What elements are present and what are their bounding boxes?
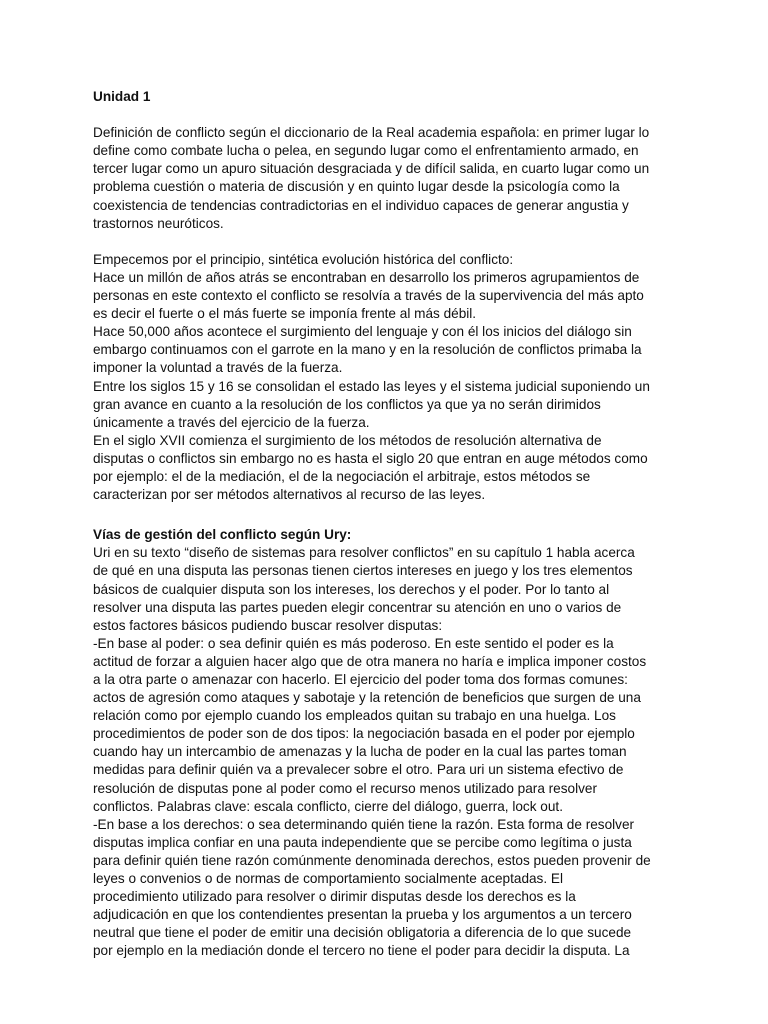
- document-page: [93, 84, 681, 961]
- paragraph-gap: [93, 504, 681, 522]
- paragraph-gap: [93, 233, 681, 251]
- paragraph-gap: [93, 106, 681, 124]
- ury-section-body: Uri en su texto “diseño de sistemas para resolver conflictos” en su capítulo 1 habla acerca de qué en una disputa las personas tienen ciertos intereses en juego y los tres elementos básicos de cualquier disputa son los intereses, los derechos y el poder. Por lo tanto al resolver una disputa las partes pueden elegir concentrar su atención en uno o varios de estos factores básicos pudiendo buscar resolver disputas: -En base al poder: o sea definir quién es más poderoso. En este sentido el poder es la actitud de forzar a alguien hacer algo que de otra manera no haría e implica imponer costos a la otra parte o amenazar con hacerlo. El ejercicio del poder toma dos formas comunes: actos de agresión como ataques y sabotaje y la retención de beneficios que surgen de una relación como por ejemplo cuando los empleados quitan su trabajo en una huelga. Los procedimientos de poder son de dos tipos: la negociación basada en el poder por ejemplo cuando hay un intercambio de amenazas y la lucha de poder en la cual las partes toman medidas para definir quién va a prevalecer sobre el otro. Para uri un sistema efectivo de resolución de disputas pone al poder como el recurso menos utilizado para resolver conflictos. Palabras clave: escala conflicto, cierre del diálogo, guerra, lock out. -En base a los derechos: o sea determinando quién tiene la razón. Esta forma de resolver disputas implica confiar en una pauta independiente que se percibe como legítima o justa para definir quién tiene razón comúnmente denominada derechos, estos pueden provenir de leyes o convenios o de normas de comportamiento socialmente aceptadas. El procedimiento utilizado para resolver o dirimir disputas desde los derechos es la adjudicación en que los contendientes presentan la prueba y los argumentos a un tercero neutral que tiene el poder de emitir una decisión obligatoria a diferencia de lo que sucede por ejemplo en la mediación donde el tercero no tiene el poder para decidir la disputa. La: [93, 545, 651, 959]
- definition-paragraph: Definición de conflicto según el diccionario de la Real academia española: en primer lugar lo define como combate lucha o pelea, en segundo lugar como el enfrentamiento armado, en tercer lugar como un apuro situación desgraciada y de difícil salida, en cuarto lugar como un problema cuestión o materia de discusión y en quinto lugar desde la psicología como la coexistencia de tendencias contradictorias en el individuo capaces de generar angustia y trastornos neuróticos.: [93, 125, 650, 231]
- unit-title: Unidad 1: [93, 89, 151, 104]
- ury-section-heading: Vías de gestión del conflicto según Ury:: [93, 527, 352, 543]
- history-paragraph: Empecemos por el principio, sintética evolución histórica del conflicto: Hace un millón de años atrás se encontraban en desarrollo los primeros agrupamientos de personas en este contexto el conflicto se resolvía a través de la supervivencia del más apto es decir el fuerte o el más fuerte se imponía frente al más débil. Hace 50,000 años acontece el surgimiento del lenguaje y con él los inicios del diálogo sin embargo continuamos con el garrote en la mano y en la resolución de conflictos primaba la imponer la voluntad a través de la fuerza. Entre los siglos 15 y 16 se consolidan el estado las leyes y el sistema judicial suponiendo un gran avance en cuanto a la resolución de los conflictos ya que ya no serán dirimidos únicamente a través del ejercicio de la fuerza. En el siglo XVII comienza el surgimiento de los métodos de resolución alternativa de disputas o conflictos sin embargo no es hasta el siglo 20 que entran en auge métodos como por ejemplo: el de la mediación, el de la negociación el arbitraje, estos métodos se caracterizan por ser métodos alternativos al recurso de las leyes.: [93, 251, 650, 503]
